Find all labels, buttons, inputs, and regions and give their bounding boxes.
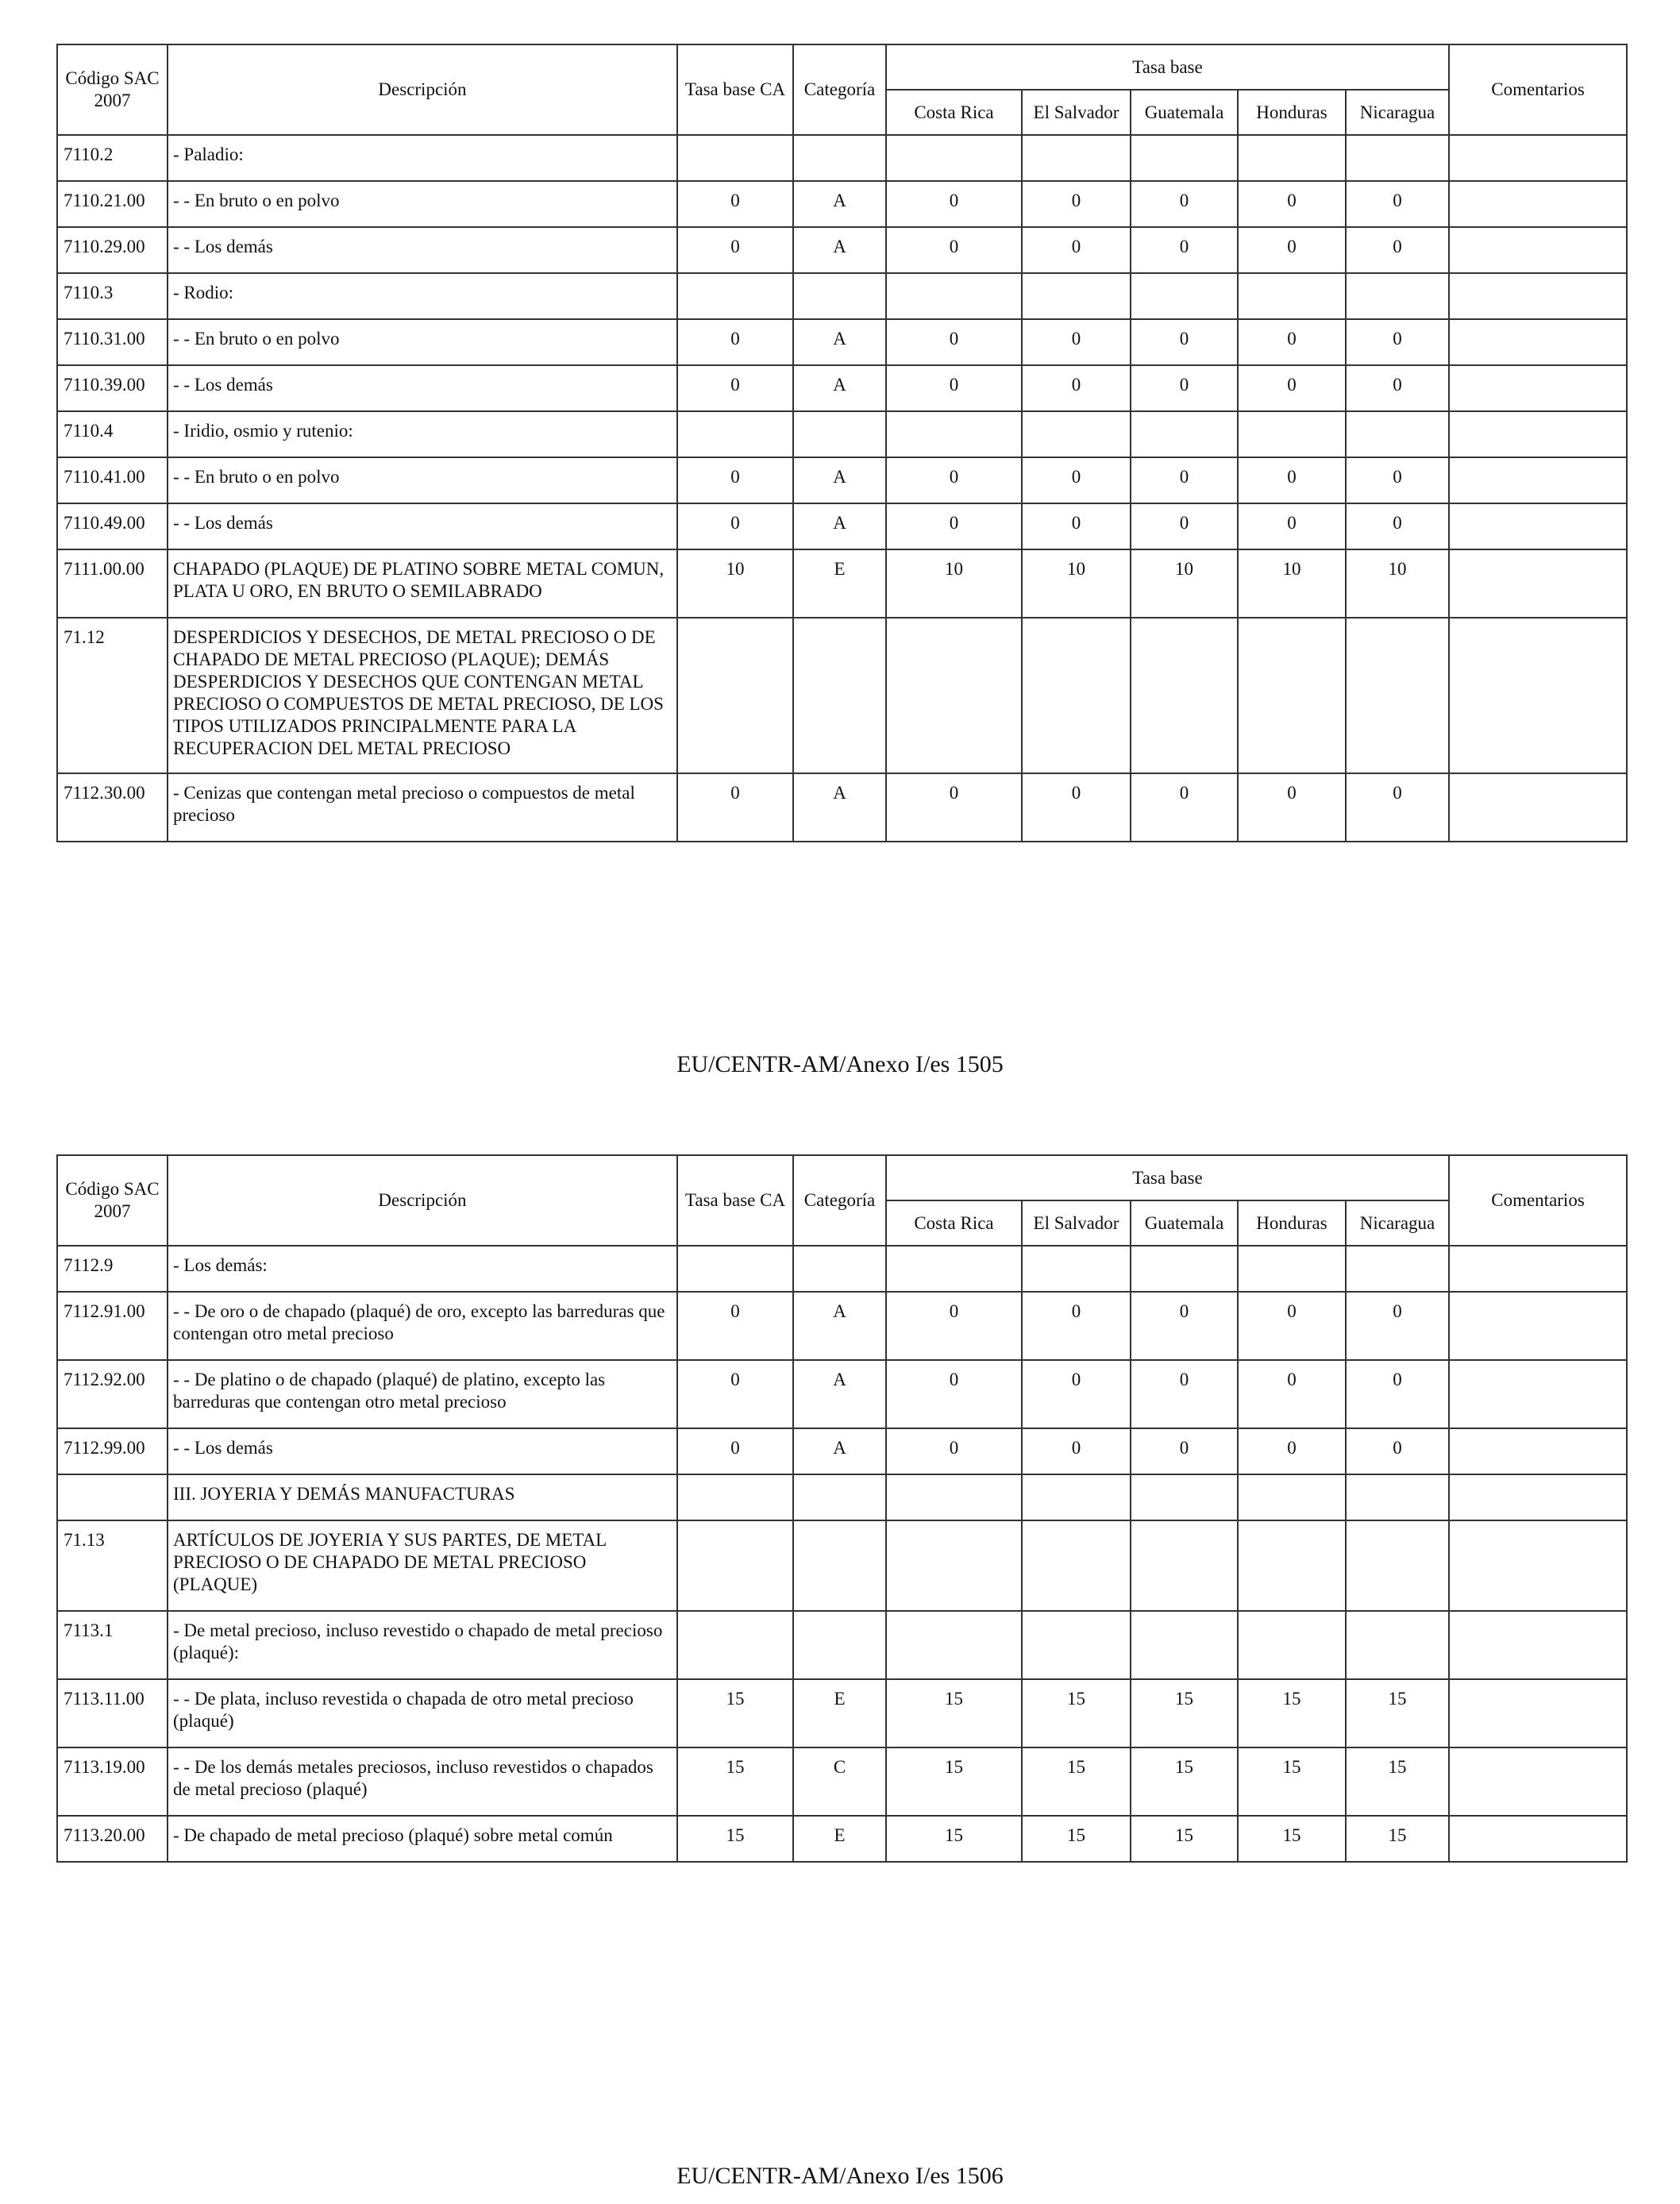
cell-guatemala: 15 [1131,1747,1238,1816]
cell-codigo: 7110.49.00 [57,503,168,549]
cell-categoria: A [793,1292,886,1360]
cell-nicaragua [1346,273,1449,319]
cell-descripcion: III. JOYERIA Y DEMÁS MANUFACTURAS [168,1474,677,1520]
header-descripcion: Descripción [168,1155,677,1246]
cell-codigo: 7110.29.00 [57,227,168,273]
table-row [57,549,1627,618]
cell-honduras: 0 [1238,457,1346,503]
cell-comentarios [1449,411,1627,457]
cell-honduras: 0 [1238,773,1346,842]
cell-descripcion: - - Los demás [168,503,677,549]
cell-comentarios [1449,503,1627,549]
cell-honduras: 15 [1238,1816,1346,1862]
cell-tasa-base-ca: 0 [677,181,793,227]
cell-honduras: 0 [1238,365,1346,411]
cell-codigo: 7113.11.00 [57,1679,168,1747]
header-guatemala: Guatemala [1131,1200,1238,1246]
cell-tasa-base-ca: 0 [677,1292,793,1360]
cell-costa-rica: 0 [886,181,1022,227]
cell-costa-rica: 15 [886,1816,1022,1862]
cell-guatemala [1131,1520,1238,1611]
cell-comentarios [1449,618,1627,773]
cell-guatemala: 0 [1131,773,1238,842]
cell-guatemala [1131,1246,1238,1292]
cell-nicaragua: 0 [1346,1292,1449,1360]
cell-honduras: 10 [1238,549,1346,618]
cell-costa-rica: 0 [886,319,1022,365]
table-row [57,773,1627,842]
cell-tasa-base-ca [677,1520,793,1611]
header-descripcion: Descripción [168,44,677,135]
cell-comentarios [1449,227,1627,273]
cell-nicaragua [1346,1246,1449,1292]
cell-honduras: 0 [1238,227,1346,273]
header-honduras: Honduras [1238,90,1346,135]
cell-tasa-base-ca [677,135,793,181]
cell-el-salvador: 0 [1022,1292,1131,1360]
header-categoria: Categoría [793,1155,886,1246]
cell-el-salvador [1022,1520,1131,1611]
cell-costa-rica: 15 [886,1747,1022,1816]
table-row [57,1246,1627,1292]
cell-guatemala [1131,1474,1238,1520]
cell-comentarios [1449,1520,1627,1611]
cell-honduras: 0 [1238,319,1346,365]
cell-descripcion: - Rodio: [168,273,677,319]
cell-nicaragua [1346,1611,1449,1679]
cell-descripcion: - - De platino o de chapado (plaqué) de platino, excepto las barreduras que contengan otro metal precioso [168,1360,677,1428]
cell-codigo: 71.12 [57,618,168,773]
cell-tasa-base-ca [677,1611,793,1679]
cell-tasa-base-ca: 15 [677,1747,793,1816]
cell-codigo: 7113.20.00 [57,1816,168,1862]
cell-costa-rica [886,135,1022,181]
cell-descripcion: - Paladio: [168,135,677,181]
cell-costa-rica: 15 [886,1679,1022,1747]
cell-descripcion: - - Los demás [168,365,677,411]
cell-tasa-base-ca: 0 [677,1428,793,1474]
cell-guatemala: 0 [1131,457,1238,503]
cell-guatemala: 0 [1131,365,1238,411]
cell-nicaragua: 0 [1346,227,1449,273]
cell-guatemala [1131,618,1238,773]
header-tasa-base-ca: Tasa base CA [677,44,793,135]
cell-el-salvador: 15 [1022,1816,1131,1862]
cell-descripcion: - - De los demás metales preciosos, incluso revestidos o chapados de metal precioso (plaqué) [168,1747,677,1816]
cell-guatemala: 0 [1131,1292,1238,1360]
cell-el-salvador: 0 [1022,457,1131,503]
cell-descripcion: - Cenizas que contengan metal precioso o compuestos de metal precioso [168,773,677,842]
cell-categoria: E [793,1816,886,1862]
header-tasa-base-ca: Tasa base CA [677,1155,793,1246]
cell-categoria [793,135,886,181]
cell-comentarios [1449,549,1627,618]
cell-comentarios [1449,365,1627,411]
cell-categoria: E [793,1679,886,1747]
cell-honduras [1238,273,1346,319]
cell-categoria: A [793,365,886,411]
cell-codigo: 7110.39.00 [57,365,168,411]
cell-tasa-base-ca: 0 [677,503,793,549]
cell-tasa-base-ca: 15 [677,1679,793,1747]
cell-costa-rica: 0 [886,773,1022,842]
cell-el-salvador: 0 [1022,773,1131,842]
cell-comentarios [1449,1246,1627,1292]
cell-descripcion: - - En bruto o en polvo [168,457,677,503]
cell-guatemala [1131,411,1238,457]
cell-honduras: 0 [1238,181,1346,227]
table-row [57,1474,1627,1520]
table-row [57,1292,1627,1360]
cell-costa-rica: 0 [886,365,1022,411]
cell-guatemala: 0 [1131,1360,1238,1428]
cell-costa-rica: 0 [886,457,1022,503]
cell-descripcion: CHAPADO (PLAQUE) DE PLATINO SOBRE METAL COMUN, PLATA U ORO, EN BRUTO O SEMILABRADO [168,549,677,618]
cell-guatemala: 10 [1131,549,1238,618]
cell-guatemala: 0 [1131,227,1238,273]
cell-costa-rica: 0 [886,227,1022,273]
cell-nicaragua: 0 [1346,773,1449,842]
cell-nicaragua: 0 [1346,1360,1449,1428]
header-honduras: Honduras [1238,1200,1346,1246]
cell-el-salvador [1022,273,1131,319]
cell-tasa-base-ca: 10 [677,549,793,618]
cell-honduras [1238,1246,1346,1292]
cell-nicaragua: 0 [1346,457,1449,503]
cell-el-salvador: 0 [1022,503,1131,549]
cell-el-salvador [1022,135,1131,181]
table-row [57,135,1627,181]
table-row [57,1428,1627,1474]
cell-el-salvador: 15 [1022,1679,1131,1747]
cell-tasa-base-ca: 0 [677,365,793,411]
cell-categoria: E [793,549,886,618]
cell-categoria [793,1520,886,1611]
cell-descripcion: - De chapado de metal precioso (plaqué) sobre metal común [168,1816,677,1862]
table-row [57,181,1627,227]
cell-costa-rica [886,1246,1022,1292]
page-footer-1506: EU/CENTR-AM/Anexo I/es 1506 [676,2163,1004,2189]
table-row [57,618,1627,773]
cell-descripcion: ARTÍCULOS DE JOYERIA Y SUS PARTES, DE METAL PRECIOSO O DE CHAPADO DE METAL PRECIOSO (PLAQUE) [168,1520,677,1611]
cell-costa-rica [886,618,1022,773]
cell-nicaragua: 0 [1346,365,1449,411]
cell-tasa-base-ca: 0 [677,227,793,273]
cell-honduras: 15 [1238,1747,1346,1816]
cell-el-salvador: 0 [1022,365,1131,411]
tariff-table-page-1506 [56,1154,1628,1863]
cell-categoria: A [793,457,886,503]
cell-tasa-base-ca [677,1246,793,1292]
cell-nicaragua: 15 [1346,1747,1449,1816]
cell-categoria [793,1246,886,1292]
table-row [57,1360,1627,1428]
cell-el-salvador: 10 [1022,549,1131,618]
cell-honduras: 0 [1238,503,1346,549]
table-row [57,1679,1627,1747]
table-row [57,1611,1627,1679]
cell-comentarios [1449,1474,1627,1520]
tariff-table-page-1505 [56,44,1628,842]
cell-el-salvador: 0 [1022,319,1131,365]
cell-categoria [793,273,886,319]
cell-descripcion: - - En bruto o en polvo [168,181,677,227]
cell-comentarios [1449,135,1627,181]
table-row [57,457,1627,503]
cell-codigo: 7110.31.00 [57,319,168,365]
cell-descripcion: - De metal precioso, incluso revestido o chapado de metal precioso (plaqué): [168,1611,677,1679]
cell-guatemala [1131,273,1238,319]
header-codigo: Código SAC 2007 [57,1155,168,1246]
cell-categoria [793,1611,886,1679]
cell-descripcion: - - Los demás [168,1428,677,1474]
cell-codigo: 7111.00.00 [57,549,168,618]
cell-descripcion: - - En bruto o en polvo [168,319,677,365]
cell-guatemala: 15 [1131,1679,1238,1747]
cell-costa-rica [886,411,1022,457]
cell-el-salvador [1022,1474,1131,1520]
cell-el-salvador: 0 [1022,181,1131,227]
cell-el-salvador: 15 [1022,1747,1131,1816]
cell-nicaragua: 0 [1346,181,1449,227]
cell-comentarios [1449,181,1627,227]
cell-tasa-base-ca: 0 [677,1360,793,1428]
table-row [57,1747,1627,1816]
cell-el-salvador: 0 [1022,1428,1131,1474]
cell-nicaragua [1346,1474,1449,1520]
cell-guatemala: 0 [1131,181,1238,227]
cell-guatemala: 0 [1131,319,1238,365]
cell-el-salvador [1022,411,1131,457]
cell-honduras [1238,135,1346,181]
cell-nicaragua: 0 [1346,319,1449,365]
header-codigo: Código SAC 2007 [57,44,168,135]
cell-comentarios [1449,1292,1627,1360]
cell-comentarios [1449,319,1627,365]
cell-nicaragua: 10 [1346,549,1449,618]
cell-categoria: A [793,1360,886,1428]
cell-codigo: 7110.3 [57,273,168,319]
cell-honduras: 0 [1238,1360,1346,1428]
cell-costa-rica [886,1474,1022,1520]
cell-tasa-base-ca [677,1474,793,1520]
cell-costa-rica: 10 [886,549,1022,618]
header-comentarios: Comentarios [1449,1155,1627,1246]
cell-nicaragua [1346,618,1449,773]
cell-codigo: 7112.30.00 [57,773,168,842]
cell-honduras [1238,1520,1346,1611]
header-el-salvador: El Salvador [1022,90,1131,135]
cell-el-salvador [1022,1246,1131,1292]
cell-honduras [1238,1611,1346,1679]
cell-comentarios [1449,1747,1627,1816]
header-costa-rica: Costa Rica [886,1200,1022,1246]
table-row [57,273,1627,319]
table-row [57,227,1627,273]
header-nicaragua: Nicaragua [1346,1200,1449,1246]
cell-codigo: 7110.41.00 [57,457,168,503]
cell-costa-rica: 0 [886,503,1022,549]
cell-categoria [793,1474,886,1520]
table-row [57,411,1627,457]
cell-costa-rica [886,1520,1022,1611]
cell-comentarios [1449,1816,1627,1862]
cell-nicaragua: 0 [1346,503,1449,549]
page-footer-1505: EU/CENTR-AM/Anexo I/es 1505 [676,1051,1004,1077]
cell-tasa-base-ca [677,411,793,457]
cell-categoria [793,618,886,773]
header-categoria: Categoría [793,44,886,135]
cell-descripcion: DESPERDICIOS Y DESECHOS, DE METAL PRECIOSO O DE CHAPADO DE METAL PRECIOSO (PLAQUE); DEMÁS DESPERDICIOS Y DESECHOS QUE CONTENGAN METAL PRECIOSO O COMPUESTOS DE METAL PRECIOSO, DE LOS TIPOS UTILIZADOS PRINCIPALMENTE PARA LA RECUPERACION DEL METAL PRECIOSO [168,618,677,773]
table-row [57,319,1627,365]
cell-el-salvador: 0 [1022,1360,1131,1428]
cell-codigo: 7110.2 [57,135,168,181]
table-row [57,1520,1627,1611]
cell-categoria: C [793,1747,886,1816]
header-nicaragua: Nicaragua [1346,90,1449,135]
header-guatemala: Guatemala [1131,90,1238,135]
cell-codigo: 71.13 [57,1520,168,1611]
cell-descripcion: - Los demás: [168,1246,677,1292]
cell-codigo: 7112.92.00 [57,1360,168,1428]
cell-tasa-base-ca: 0 [677,773,793,842]
cell-honduras [1238,1474,1346,1520]
cell-codigo: 7112.91.00 [57,1292,168,1360]
cell-categoria [793,411,886,457]
cell-nicaragua [1346,1520,1449,1611]
cell-categoria: A [793,227,886,273]
cell-categoria: A [793,319,886,365]
cell-comentarios [1449,1679,1627,1747]
header-comentarios: Comentarios [1449,44,1627,135]
header-tasa-base: Tasa base [886,44,1449,90]
cell-el-salvador [1022,1611,1131,1679]
cell-guatemala: 0 [1131,503,1238,549]
cell-costa-rica: 0 [886,1428,1022,1474]
table-row [57,503,1627,549]
cell-guatemala [1131,135,1238,181]
cell-tasa-base-ca [677,618,793,773]
cell-comentarios [1449,1428,1627,1474]
cell-nicaragua [1346,411,1449,457]
cell-honduras: 0 [1238,1428,1346,1474]
cell-codigo: 7113.1 [57,1611,168,1679]
cell-codigo: 7113.19.00 [57,1747,168,1816]
cell-tasa-base-ca: 0 [677,457,793,503]
cell-comentarios [1449,773,1627,842]
cell-nicaragua [1346,135,1449,181]
cell-categoria: A [793,1428,886,1474]
cell-codigo: 7110.21.00 [57,181,168,227]
cell-tasa-base-ca: 0 [677,319,793,365]
cell-comentarios [1449,273,1627,319]
cell-tasa-base-ca [677,273,793,319]
cell-honduras: 15 [1238,1679,1346,1747]
cell-nicaragua: 0 [1346,1428,1449,1474]
cell-codigo: 7110.4 [57,411,168,457]
cell-codigo: 7112.9 [57,1246,168,1292]
cell-el-salvador [1022,618,1131,773]
cell-comentarios [1449,1611,1627,1679]
cell-descripcion: - - De plata, incluso revestida o chapada de otro metal precioso (plaqué) [168,1679,677,1747]
cell-guatemala [1131,1611,1238,1679]
cell-nicaragua: 15 [1346,1816,1449,1862]
cell-costa-rica [886,273,1022,319]
cell-honduras: 0 [1238,1292,1346,1360]
cell-categoria: A [793,181,886,227]
header-tasa-base: Tasa base [886,1155,1449,1200]
cell-categoria: A [793,503,886,549]
cell-el-salvador: 0 [1022,227,1131,273]
cell-categoria: A [793,773,886,842]
header-el-salvador: El Salvador [1022,1200,1131,1246]
cell-honduras [1238,618,1346,773]
header-costa-rica: Costa Rica [886,90,1022,135]
cell-codigo [57,1474,168,1520]
table-row [57,365,1627,411]
cell-guatemala: 0 [1131,1428,1238,1474]
cell-codigo: 7112.99.00 [57,1428,168,1474]
cell-guatemala: 15 [1131,1816,1238,1862]
cell-tasa-base-ca: 15 [677,1816,793,1862]
table-row [57,1816,1627,1862]
cell-descripcion: - - Los demás [168,227,677,273]
cell-costa-rica: 0 [886,1360,1022,1428]
cell-comentarios [1449,457,1627,503]
cell-comentarios [1449,1360,1627,1428]
cell-honduras [1238,411,1346,457]
cell-descripcion: - - De oro o de chapado (plaqué) de oro, excepto las barreduras que contengan otro metal precioso [168,1292,677,1360]
cell-costa-rica [886,1611,1022,1679]
cell-descripcion: - Iridio, osmio y rutenio: [168,411,677,457]
cell-costa-rica: 0 [886,1292,1022,1360]
cell-nicaragua: 15 [1346,1679,1449,1747]
